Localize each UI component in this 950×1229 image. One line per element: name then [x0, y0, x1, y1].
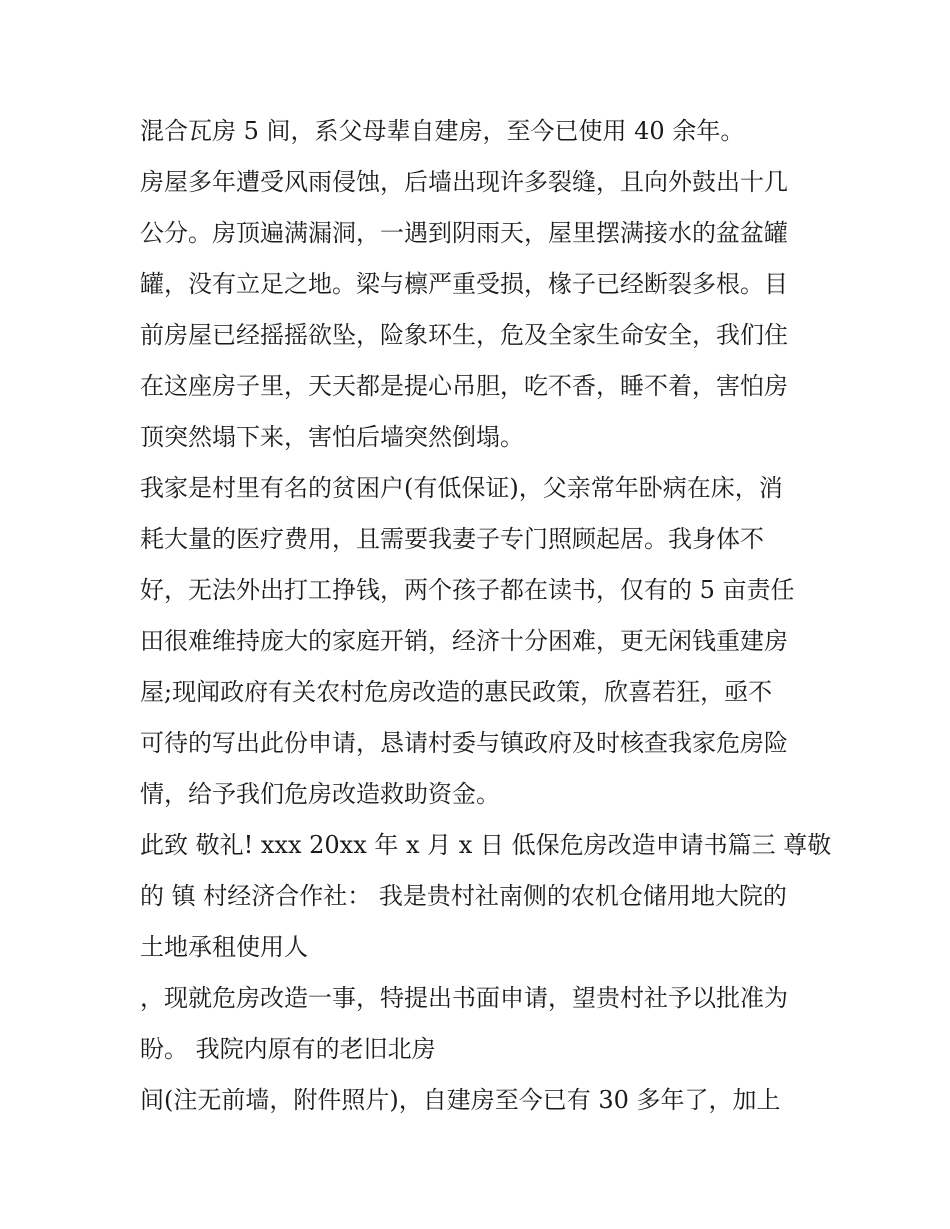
text-line: 屋;现闻政府有关农村危房改造的惠民政策，欣喜若狂，亟不	[140, 678, 773, 706]
text-line: 耗大量的医疗费用，且需要我妻子专门照顾起居。我身体不	[140, 525, 764, 553]
document-body	[140, 106, 832, 1126]
paragraph-house-description	[140, 106, 820, 157]
text-line: 此致 敬礼! xxx 20xx 年 x 月 x 日 低保危房改造申请书篇三 尊敬	[140, 831, 832, 859]
paragraph-closing-and-new-letter	[140, 820, 832, 973]
text-line: 混合瓦房 5 间，系父母辈自建房，至今已使用 40 余年。	[140, 117, 745, 145]
text-line: 前房屋已经摇摇欲坠，险象环生，危及全家生命安全，我们住	[140, 321, 788, 349]
text-line: 我家是村里有名的贫困户(有低保证)，父亲常年卧病在床，消	[140, 474, 783, 502]
paragraph-application-request	[140, 973, 820, 1075]
text-line: 房屋多年遭受风雨侵蚀，后墙出现许多裂缝，且向外鼓出十几	[140, 168, 788, 196]
paragraph-old-house-detail	[140, 1075, 820, 1126]
text-line: 的 镇 村经济合作社： 我是贵村社南侧的农机仓储用地大院的	[140, 882, 787, 910]
paragraph-family-situation	[140, 463, 820, 820]
text-line: 罐，没有立足之地。梁与檩严重受损，椽子已经断裂多根。目	[140, 270, 788, 298]
text-line: 盼。 我院内原有的老旧北房	[140, 1035, 436, 1063]
text-line: 可待的写出此份申请，恳请村委与镇政府及时核查我家危房险	[140, 729, 788, 757]
text-line: 土地承租使用人	[140, 933, 308, 961]
text-line: 在这座房子里，天天都是提心吊胆，吃不香，睡不着，害怕房	[140, 372, 788, 400]
text-line: 好，无法外出打工挣钱，两个孩子都在读书，仅有的 5 亩责任	[140, 576, 795, 604]
text-line: 情，给予我们危房改造救助资金。	[140, 780, 500, 808]
text-line: 间(注无前墙，附件照片)，自建房至今已有 30 多年了，加上	[140, 1086, 781, 1114]
text-line: ，现就危房改造一事，特提出书面申请，望贵村社予以批准为	[140, 984, 788, 1012]
text-line: 田很难维持庞大的家庭开销，经济十分困难，更无闲钱重建房	[140, 627, 788, 655]
text-line: 顶突然塌下来，害怕后墙突然倒塌。	[140, 423, 524, 451]
paragraph-house-damage	[140, 157, 820, 463]
text-line: 公分。房顶遍满漏洞，一遇到阴雨天，屋里摆满接水的盆盆罐	[140, 219, 788, 247]
